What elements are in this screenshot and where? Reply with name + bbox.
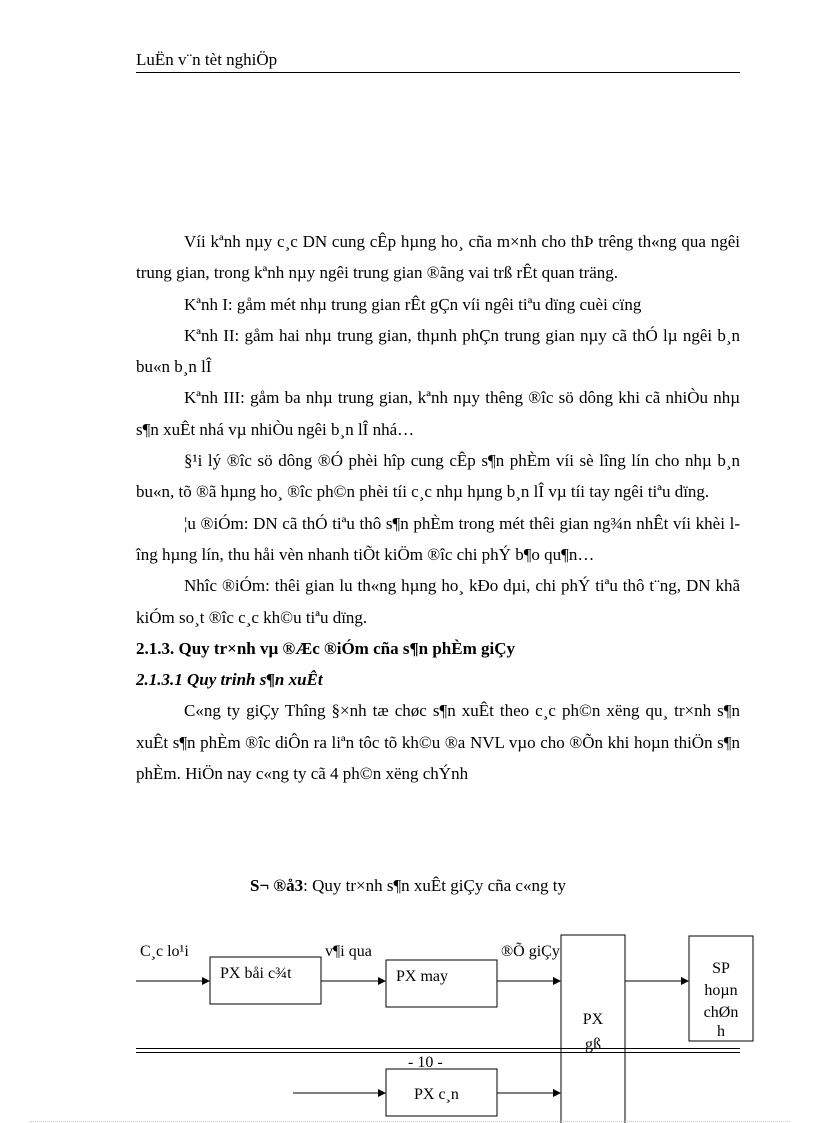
paragraph: ¦u ®iÓm: DN cã thÓ tiªu thô s¶n phÈm trong mét thêi gian ng¾n nhÊt víi khèi lîng hµng lín, thu håi vèn nhanh tiÕt kiÖm ®îc chi phÝ b¶o qu¶n… bbox=[136, 513, 740, 564]
label-input: C¸c lo¹i bbox=[140, 943, 189, 960]
footer-rule-top bbox=[136, 1048, 740, 1049]
label-vai: v¶i qua bbox=[325, 943, 372, 960]
box-sp-label-3: chØn bbox=[703, 1004, 739, 1021]
section-heading: 2.1.3. Quy tr×nh vµ ®Æc ®iÓm cña s¶n phÈm giÇy bbox=[136, 638, 515, 658]
subsection-heading: 2.1.3.1 Quy trinh s¶n xuÊt bbox=[136, 670, 323, 690]
paragraph: Kªnh II: gåm hai nhµ trung gian, thµnh phÇn trung gian nµy cã thÓ lµ ngêi b¸n bu«n b¸n lÎ bbox=[136, 325, 740, 377]
box-go-label-1: PX bbox=[582, 1011, 604, 1028]
box-go-label-2: gß bbox=[585, 1036, 601, 1053]
box-sp-label-4: h bbox=[717, 1023, 725, 1040]
box-go bbox=[561, 935, 625, 1123]
label-de: ®Õ giÇy bbox=[501, 943, 560, 960]
caption-text: : Quy tr×nh s¶n xuÊt giÇy cña c«ng ty bbox=[303, 876, 566, 895]
caption-prefix: S¬ ®å3 bbox=[250, 876, 304, 895]
paragraph: Víi kªnh nµy c¸c DN cung cÊp hµng ho¸ cña m×nh cho thÞ trêng th«ng qua ngêi trung gian, trong kªnh nµy ngêi trung gian ®ãng vai trß rÊt quan träng. bbox=[136, 232, 740, 283]
footer-rule-bottom bbox=[136, 1052, 740, 1053]
box-sp-label-1: SP bbox=[712, 960, 730, 977]
page-number: - 10 - bbox=[408, 1054, 443, 1071]
paragraph: Nhîc ®iÓm: thêi gian lu th«ng hµng ho¸ kÐo dµi, chi phÝ tiªu thô t¨ng, DN khã kiÓm so¸t ®îc c¸c kh©u tiªu dïng. bbox=[136, 576, 740, 627]
paragraph: Kªnh III: gåm ba nhµ trung gian, kªnh nµy thêng ®îc sö dông khi cã nhiÒu nhµ s¶n xuÊt nhá vµ nhiÒu ngêi b¸n lÎ nhá… bbox=[136, 388, 740, 439]
page-header-title: LuËn v¨n tèt nghiÖp bbox=[136, 50, 278, 69]
page-bottom-dotted-line bbox=[30, 1121, 790, 1122]
box-boi-cat-label: PX båi c¾t bbox=[220, 965, 292, 982]
paragraph: §¹i lý ®îc sö dông ®Ó phèi hîp cung cÊp s¶n phÈm víi sè lîng lín cho nhµ b¸n bu«n, tõ ®ã hµng ho¸ ®îc ph©n phèi tíi c¸c nhµ hµng b¸n lÎ vµ tíi tay ngêi tiªu dïng. bbox=[136, 451, 740, 502]
box-may-label: PX may bbox=[396, 968, 448, 985]
paragraph: C«ng ty giÇy Thîng §×nh tæ chøc s¶n xuÊt theo c¸c ph©n xëng qu¸ tr×nh s¶n xuÊt s¶n phÈm ®îc diÔn ra liªn tôc tõ kh©u ®a NVL vµo cho ®Õn khi hoµn thiÖn s¶n phÈm. HiÖn nay c«ng ty cã 4 ph©n xëng chÝnh bbox=[136, 701, 740, 784]
box-can-label: PX c¸n bbox=[414, 1086, 459, 1103]
paragraph: Kªnh I: gåm mét nhµ trung gian rÊt gÇn víi ngêi tiªu dïng cuèi cïng bbox=[184, 294, 642, 314]
box-sp-label-2: hoµn bbox=[704, 982, 738, 999]
